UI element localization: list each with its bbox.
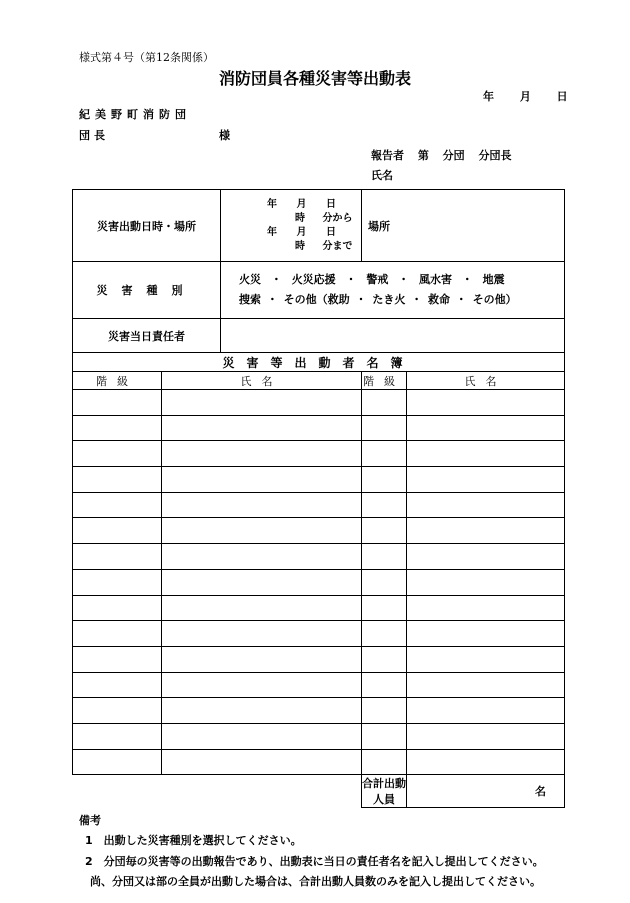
col-header-name: 氏名 [162, 372, 362, 390]
roster-row [73, 646, 565, 672]
roster-row [73, 698, 565, 724]
rank-cell[interactable] [362, 569, 407, 595]
dispatch-until-time: 時 分まで [295, 240, 353, 252]
col-header-rank: 階級 [73, 372, 162, 390]
rank-cell[interactable] [73, 595, 162, 621]
rank-cell[interactable] [362, 441, 407, 467]
dispatch-place-label: 場所 [368, 219, 391, 233]
reporter-name-field[interactable]: 氏名 [371, 169, 393, 182]
roster-row [73, 595, 565, 621]
rank-cell[interactable] [362, 723, 407, 749]
page-title: 消防団員各種災害等出動表 [218, 69, 411, 88]
roster-row [73, 621, 565, 647]
rank-cell[interactable] [362, 544, 407, 570]
note-3: 尚、分団又は部の全員が出動した場合は、合計出動人員数のみを記入し提出してください。 [90, 875, 541, 888]
dispatch-place-field[interactable] [362, 190, 565, 262]
responsible-label: 災害当日責任者 [73, 319, 221, 353]
name-cell[interactable] [162, 544, 362, 570]
rank-cell[interactable] [73, 749, 162, 775]
name-cell[interactable] [407, 518, 565, 544]
name-cell[interactable] [407, 698, 565, 724]
disaster-kind-label: 災害種別 [73, 262, 221, 319]
total-field[interactable] [407, 775, 565, 808]
name-cell[interactable] [407, 749, 565, 775]
name-cell[interactable] [407, 492, 565, 518]
disaster-kind-line-2[interactable]: 捜索 ・ その他（救助 ・ たき火 ・ 救命 ・ その他） [239, 293, 517, 306]
reporter-field[interactable]: 報告者 第 分団 分団長 [371, 149, 512, 162]
rank-cell[interactable] [73, 621, 162, 647]
roster-row [73, 415, 565, 441]
responsible-field[interactable] [221, 319, 565, 353]
dispatch-form-table [72, 189, 565, 808]
dispatch-until-date: 年 月 日 [267, 226, 336, 238]
name-cell[interactable] [162, 569, 362, 595]
roster-row [73, 441, 565, 467]
name-cell[interactable] [407, 441, 565, 467]
name-cell[interactable] [162, 467, 362, 493]
name-cell[interactable] [162, 492, 362, 518]
rank-cell[interactable] [362, 621, 407, 647]
roster-row [73, 390, 565, 416]
roster-row [73, 518, 565, 544]
honorific-label: 様 [219, 129, 230, 142]
name-cell[interactable] [162, 646, 362, 672]
name-cell[interactable] [407, 672, 565, 698]
name-cell[interactable] [407, 595, 565, 621]
disaster-kind-line-1[interactable]: 火災 ・ 火災応援 ・ 警戒 ・ 風水害 ・ 地震 [239, 273, 505, 286]
name-cell[interactable] [407, 646, 565, 672]
rank-cell[interactable] [362, 646, 407, 672]
name-cell[interactable] [407, 569, 565, 595]
rank-cell[interactable] [73, 569, 162, 595]
name-cell[interactable] [162, 441, 362, 467]
total-unit: 名 [535, 785, 547, 799]
name-cell[interactable] [162, 621, 362, 647]
rank-cell[interactable] [73, 518, 162, 544]
rank-cell[interactable] [362, 492, 407, 518]
col-header-rank: 階級 [362, 372, 407, 390]
name-cell[interactable] [162, 518, 362, 544]
note-1: 1 出動した災害種別を選択してください。 [85, 834, 302, 847]
rank-cell[interactable] [73, 672, 162, 698]
report-date[interactable]: 年 月 日 [483, 90, 568, 103]
col-header-name: 氏名 [407, 372, 565, 390]
note-2: 2 分団毎の災害等の出動報告であり、出動表に当日の責任者名を記入し提出してください。 [85, 855, 544, 868]
rank-cell[interactable] [362, 415, 407, 441]
name-cell[interactable] [162, 415, 362, 441]
rank-cell[interactable] [73, 441, 162, 467]
rank-cell[interactable] [362, 518, 407, 544]
form-number: 様式第４号（第12条関係） [79, 51, 214, 64]
rank-cell[interactable] [73, 467, 162, 493]
notes-heading: 備考 [79, 814, 101, 827]
name-cell[interactable] [162, 672, 362, 698]
rank-cell[interactable] [362, 595, 407, 621]
rank-cell[interactable] [362, 749, 407, 775]
roster-row [73, 569, 565, 595]
name-cell[interactable] [407, 621, 565, 647]
rank-cell[interactable] [73, 698, 162, 724]
name-cell[interactable] [162, 595, 362, 621]
total-label: 合計出動人員 [362, 775, 407, 808]
name-cell[interactable] [407, 723, 565, 749]
leader-label: 団長 [79, 129, 109, 142]
rank-cell[interactable] [362, 390, 407, 416]
rank-cell[interactable] [73, 415, 162, 441]
name-cell[interactable] [407, 544, 565, 570]
dispatch-datetime-label: 災害出動日時・場所 [73, 190, 221, 262]
roster-row [73, 492, 565, 518]
rank-cell[interactable] [362, 672, 407, 698]
name-cell[interactable] [162, 390, 362, 416]
name-cell[interactable] [407, 415, 565, 441]
rank-cell[interactable] [73, 544, 162, 570]
dispatch-from-time: 時 分から [295, 212, 353, 224]
rank-cell[interactable] [73, 492, 162, 518]
name-cell[interactable] [407, 467, 565, 493]
roster-title: 災害等出動者名簿 [73, 353, 565, 372]
name-cell[interactable] [162, 698, 362, 724]
disaster-kind-options[interactable] [221, 262, 565, 319]
name-cell[interactable] [162, 723, 362, 749]
organization-name: 紀美野町消防団 [79, 108, 191, 121]
name-cell[interactable] [407, 390, 565, 416]
roster-row [73, 749, 565, 775]
roster-row [73, 544, 565, 570]
rank-cell[interactable] [362, 698, 407, 724]
rank-cell[interactable] [73, 646, 162, 672]
dispatch-datetime-field[interactable] [221, 190, 362, 262]
roster-row [73, 467, 565, 493]
name-cell[interactable] [162, 749, 362, 775]
rank-cell[interactable] [73, 390, 162, 416]
rank-cell[interactable] [362, 467, 407, 493]
roster-row [73, 723, 565, 749]
total-row-spacer [73, 775, 362, 808]
dispatch-from-date: 年 月 日 [267, 198, 336, 210]
roster-row [73, 672, 565, 698]
rank-cell[interactable] [73, 723, 162, 749]
